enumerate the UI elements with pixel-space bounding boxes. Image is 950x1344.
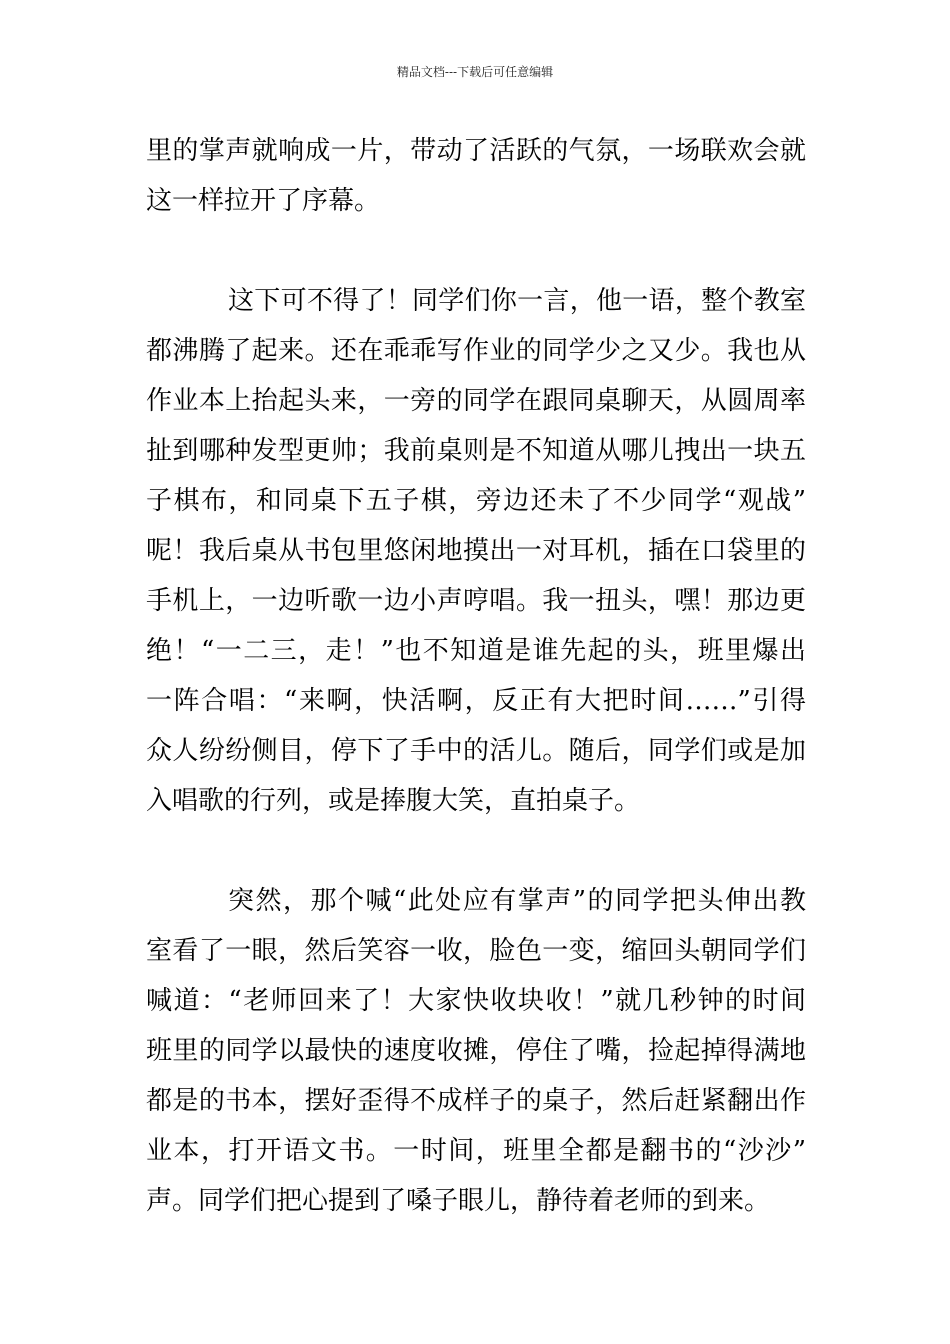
paragraph-line: 都是的书本，摆好歪得不成样子的桌子，然后赶紧翻出作 (146, 1086, 806, 1116)
page-header: 精品文档---下载后可任意编辑 (396, 65, 554, 79)
paragraph-line: 作业本上抬起头来，一旁的同学在跟同桌聊天，从圆周率 (146, 386, 806, 416)
paragraph-spacer (146, 226, 806, 276)
paragraph-line: 一阵合唱：“来啊，快活啊，反正有大把时间……”引得 (146, 686, 806, 716)
paragraph-3 (146, 876, 806, 1226)
paragraph-line: 喊道：“老师回来了！大家快收块收！”就几秒钟的时间 (146, 986, 806, 1016)
paragraph-line: 众人纷纷侧目，停下了手中的活儿。随后，同学们或是加 (146, 736, 806, 766)
paragraph-line: 子棋布，和同桌下五子棋，旁边还未了不少同学“观战” (146, 486, 806, 516)
paragraph-line: 扯到哪种发型更帅；我前桌则是不知道从哪儿拽出一块五 (146, 436, 806, 466)
paragraph-line: 呢！我后桌从书包里悠闲地摸出一对耳机，插在口袋里的 (146, 536, 806, 566)
paragraph-line: 都沸腾了起来。还在乖乖写作业的同学少之又少。我也从 (146, 336, 806, 366)
paragraph-line: 室看了一眼，然后笑容一收，脸色一变，缩回头朝同学们 (146, 936, 806, 966)
paragraph-1 (146, 126, 806, 226)
paragraph-line: 入唱歌的行列，或是捧腹大笑，直拍桌子。 (146, 786, 641, 816)
paragraph-line: 突然，那个喊“此处应有掌声”的同学把头伸出教 (228, 886, 806, 916)
paragraph-2 (146, 276, 806, 826)
paragraph-line: 这一样拉开了序幕。 (146, 186, 381, 216)
paragraph-line: 声。同学们把心提到了嗓子眼儿，静待着老师的到来。 (146, 1186, 771, 1216)
paragraph-line: 班里的同学以最快的速度收摊，停住了嘴，捡起掉得满地 (146, 1036, 806, 1066)
paragraph-line: 这下可不得了！同学们你一言，他一语，整个教室 (228, 286, 806, 316)
paragraph-line: 里的掌声就响成一片，带动了活跃的气氛，一场联欢会就 (146, 136, 806, 166)
document-body (146, 126, 806, 1226)
paragraph-line: 手机上，一边听歌一边小声哼唱。我一扭头，嘿！那边更 (146, 586, 806, 616)
paragraph-spacer (146, 826, 806, 876)
paragraph-line: 业本，打开语文书。一时间，班里全都是翻书的“沙沙” (146, 1136, 806, 1166)
paragraph-line: 绝！“一二三，走！”也不知道是谁先起的头，班里爆出 (146, 636, 806, 666)
